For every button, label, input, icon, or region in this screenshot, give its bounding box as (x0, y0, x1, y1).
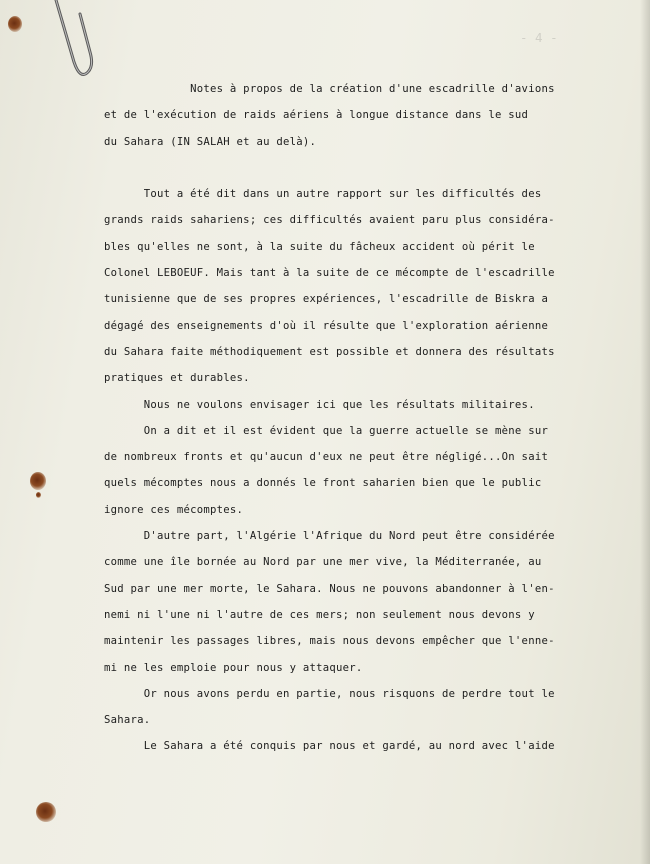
text-line: bles qu'elles ne sont, à la suite du fâcheux accident où périt le (104, 240, 535, 253)
paperclip-icon (50, 0, 96, 82)
text-line: mi ne les emploie pour nous y attaquer. (104, 661, 363, 674)
text-line: Colonel LEBOEUF. Mais tant à la suite de ce mécompte de l'escadrille (104, 267, 555, 280)
paper-edge-shadow (640, 0, 650, 864)
text-line: du Sahara faite méthodiquement est possible et donnera des résultats (104, 345, 555, 358)
punch-hole-mark (8, 16, 22, 32)
text-line: du Sahara (IN SALAH et au delà). (104, 135, 317, 148)
text-line: Le Sahara a été conquis par nous et gardé, au nord avec l'aide (104, 740, 555, 753)
punch-hole-mark (36, 492, 41, 498)
text-line: nemi ni l'une ni l'autre de ces mers; non seulement nous devons y (104, 608, 535, 621)
text-line (104, 155, 644, 181)
text-line: Tout a été dit dans un autre rapport sur les difficultés des (104, 188, 542, 201)
text-line: Nous ne voulons envisager ici que les résultats militaires. (104, 398, 535, 411)
typed-text-block (104, 76, 644, 760)
text-line: Notes à propos de la création d'une escadrille d'avions (104, 83, 555, 95)
text-line: Sud par une mer morte, le Sahara. Nous ne pouvons abandonner à l'en- (104, 582, 555, 595)
text-line: Or nous avons perdu en partie, nous risquons de perdre tout le (104, 687, 555, 700)
text-line: dégagé des enseignements d'où il résulte que l'exploration aérienne (104, 319, 549, 332)
text-line: comme une île bornée au Nord par une mer vive, la Méditerranée, au (104, 556, 542, 569)
page-marker: - 4 - (520, 32, 558, 44)
text-line: grands raids sahariens; ces difficultés avaient paru plus considéra- (104, 214, 555, 227)
text-line: maintenir les passages libres, mais nous devons empêcher que l'enne- (104, 635, 555, 648)
text-line: On a dit et il est évident que la guerre actuelle se mène sur (104, 424, 549, 437)
text-line: Sahara. (104, 714, 151, 727)
punch-hole-mark (36, 802, 56, 822)
punch-hole-mark (30, 472, 46, 490)
text-line: D'autre part, l'Algérie l'Afrique du Nord peut être considérée (104, 530, 555, 543)
text-line: tunisienne que de ses propres expériences, l'escadrille de Biskra a (104, 293, 549, 306)
text-line: ignore ces mécomptes. (104, 503, 244, 516)
text-line: pratiques et durables. (104, 372, 250, 385)
text-line: quels mécomptes nous a donnés le front saharien bien que le public (104, 477, 542, 490)
text-line: de nombreux fronts et qu'aucun d'eux ne peut être négligé...On sait (104, 451, 549, 464)
text-line: et de l'exécution de raids aériens à longue distance dans le sud (104, 109, 529, 122)
